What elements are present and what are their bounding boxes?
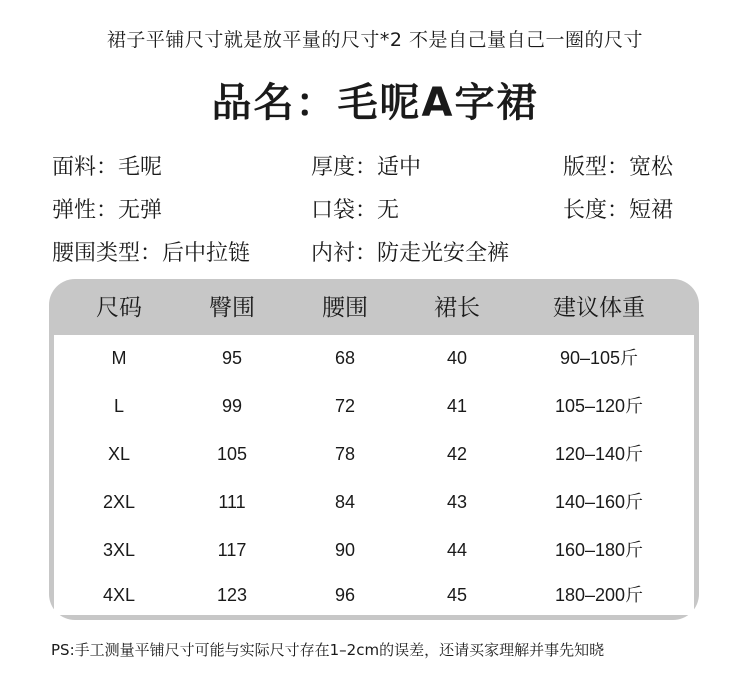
spec-thickness: 厚度：适中 bbox=[311, 155, 422, 180]
cell-size: XL bbox=[107, 444, 131, 464]
cell-suggested-weight: 90–105斤 bbox=[559, 348, 639, 368]
cell-size: 4XL bbox=[102, 585, 136, 605]
cell-size: L bbox=[113, 396, 124, 416]
cell-hip: 99 bbox=[221, 396, 243, 416]
size-notice: 裙子平铺尺寸就是放平量的尺寸*2 不是自己量自己一圈的尺寸 bbox=[106, 29, 644, 51]
cell-suggested-weight: 105–120斤 bbox=[554, 396, 644, 416]
cell-suggested-weight: 180–200斤 bbox=[554, 585, 644, 605]
cell-skirt-length: 41 bbox=[446, 396, 468, 416]
cell-hip: 105 bbox=[216, 444, 248, 464]
cell-waist: 96 bbox=[334, 585, 356, 605]
cell-waist: 78 bbox=[334, 444, 356, 464]
column-header-suggested-weight: 建议体重 bbox=[553, 295, 645, 321]
table-row bbox=[54, 575, 694, 615]
table-header bbox=[49, 279, 699, 335]
cell-hip: 117 bbox=[217, 540, 247, 560]
spec-elasticity: 弹性：无弹 bbox=[52, 198, 163, 223]
column-header-size: 尺码 bbox=[96, 295, 142, 321]
table-row bbox=[54, 383, 694, 429]
table-row bbox=[54, 527, 694, 573]
spec-fit: 版型：宽松 bbox=[563, 155, 674, 180]
cell-skirt-length: 40 bbox=[446, 348, 468, 368]
spec-pocket: 口袋：无 bbox=[311, 198, 400, 223]
cell-waist: 68 bbox=[334, 348, 356, 368]
table-body bbox=[54, 335, 694, 615]
cell-size: 2XL bbox=[102, 492, 136, 512]
cell-size: M bbox=[111, 348, 127, 368]
cell-hip: 111 bbox=[218, 492, 246, 512]
spec-fabric: 面料：毛呢 bbox=[52, 155, 163, 180]
column-header-skirt-length: 裙长 bbox=[434, 295, 480, 321]
cell-skirt-length: 45 bbox=[446, 585, 468, 605]
cell-skirt-length: 44 bbox=[446, 540, 468, 560]
cell-size: 3XL bbox=[102, 540, 136, 560]
cell-skirt-length: 43 bbox=[446, 492, 468, 512]
cell-hip: 95 bbox=[221, 348, 243, 368]
cell-suggested-weight: 140–160斤 bbox=[554, 492, 644, 512]
table-row bbox=[54, 335, 694, 381]
cell-waist: 90 bbox=[334, 540, 356, 560]
table-row bbox=[54, 431, 694, 477]
cell-suggested-weight: 160–180斤 bbox=[554, 540, 644, 560]
cell-waist: 84 bbox=[334, 492, 356, 512]
size-table bbox=[49, 279, 699, 620]
cell-hip: 123 bbox=[216, 585, 248, 605]
cell-waist: 72 bbox=[334, 396, 356, 416]
spec-waist-type: 腰围类型：后中拉链 bbox=[52, 241, 251, 266]
measurement-footnote: PS:手工测量平铺尺寸可能与实际尺寸存在1–2cm的误差，还请买家理解并事先知晓 bbox=[51, 641, 605, 659]
cell-suggested-weight: 120–140斤 bbox=[554, 444, 644, 464]
table-row bbox=[54, 479, 694, 525]
column-header-waist: 腰围 bbox=[322, 295, 368, 321]
spec-length: 长度：短裙 bbox=[563, 198, 674, 223]
spec-lining: 内衬：防走光安全裤 bbox=[311, 241, 510, 266]
product-title: 品名：毛呢A字裙 bbox=[211, 80, 539, 126]
column-header-hip: 臀围 bbox=[209, 295, 255, 321]
cell-skirt-length: 42 bbox=[446, 444, 468, 464]
